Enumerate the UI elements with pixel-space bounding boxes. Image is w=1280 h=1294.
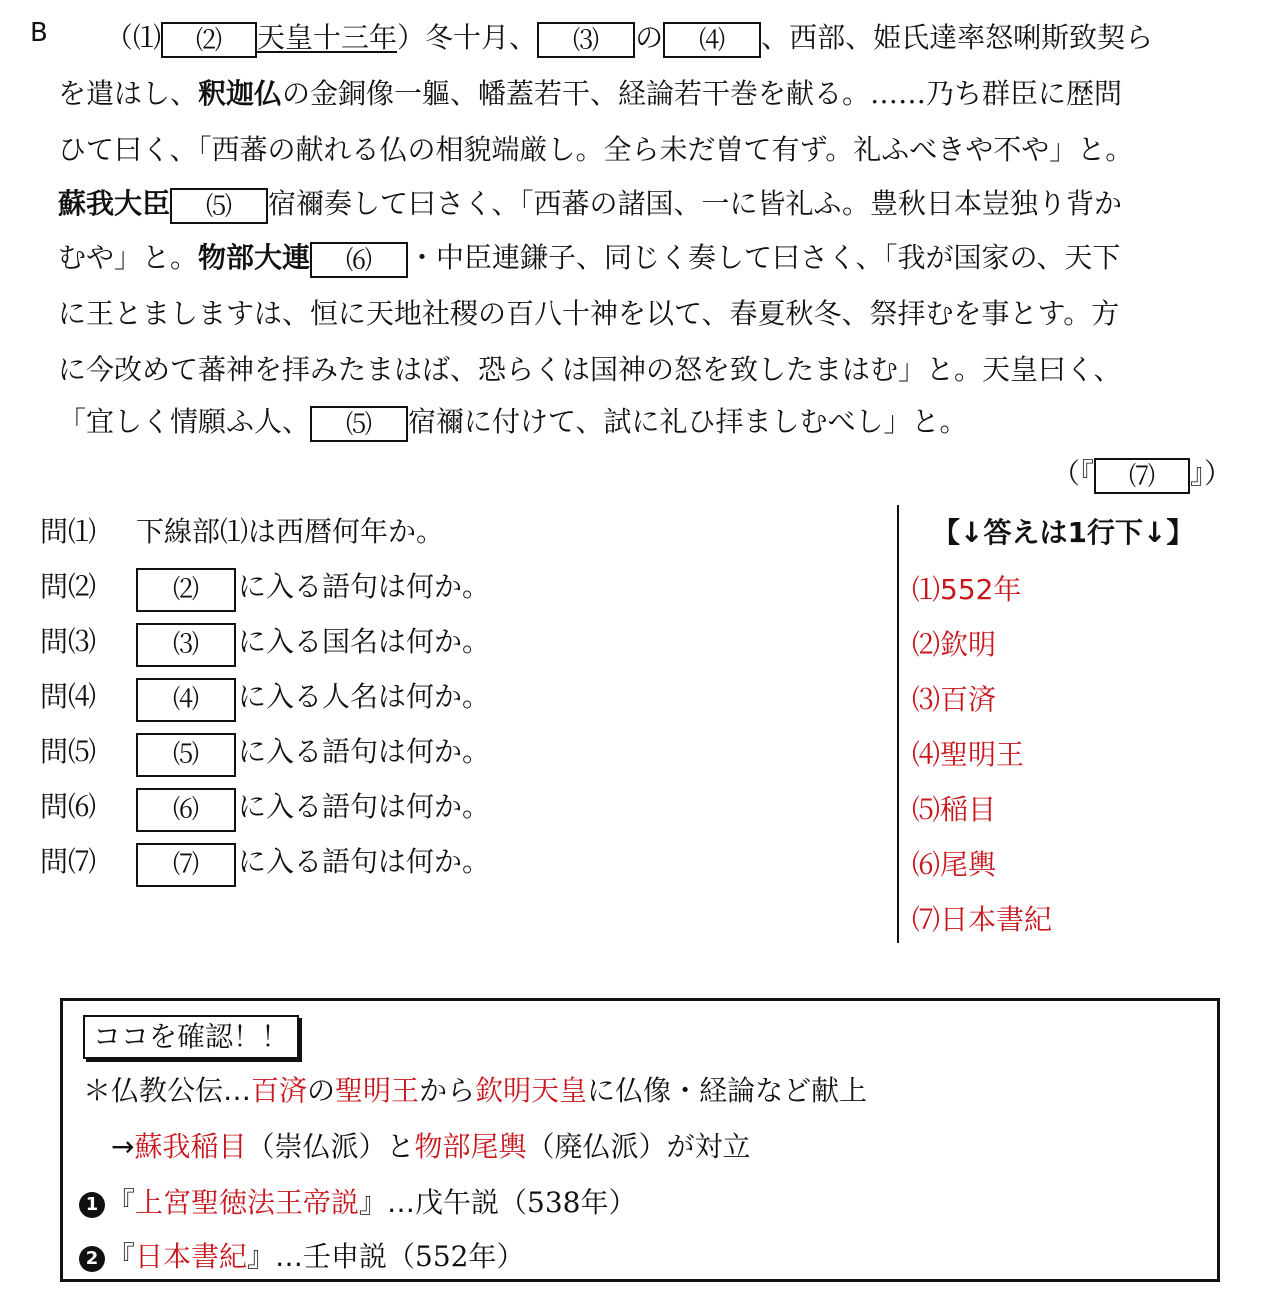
confirm-text: ＊仏教公伝… <box>83 1074 252 1107</box>
answer-item: ⑸稲目 <box>912 793 997 826</box>
question-text: に入る国名は何か。 <box>238 625 491 658</box>
bold-term: 蘇我大臣 <box>58 187 171 220</box>
question-blank-box: ⑷ <box>136 678 236 722</box>
question-blank-box: ⑸ <box>136 733 236 777</box>
answer-item: ⑹尾輿 <box>912 848 997 881</box>
confirm-title: ココを確認！！ <box>83 1015 299 1059</box>
red-term: 日本書紀 <box>135 1240 248 1273</box>
confirm-text: の <box>307 1074 336 1107</box>
blank-box-7: ⑺ <box>1094 458 1190 494</box>
red-term: 蘇我稲目 <box>134 1130 247 1163</box>
citation-open: （『 <box>1051 457 1094 490</box>
blank-box-3: ⑶ <box>537 22 635 58</box>
question-blank-box: ⑵ <box>136 568 236 612</box>
passage-line-4 <box>58 184 1122 224</box>
confirm-text: から <box>419 1074 476 1107</box>
answer-header: 【↓答えは1行下↓】 <box>932 516 1195 549</box>
confirm-text: 』…壬申説 <box>247 1240 388 1273</box>
question-text: 下線部⑴は西暦何年か。 <box>136 515 445 548</box>
question-label: 問⑸ <box>40 735 97 768</box>
question-text: に入る語句は何か。 <box>238 570 491 603</box>
passage-line-5 <box>58 238 1120 278</box>
vertical-divider <box>897 505 899 943</box>
confirm-text: （廃仏派）が対立 <box>526 1130 751 1163</box>
passage-text: むや」と。 <box>58 241 199 274</box>
answer-item: ⑶百済 <box>912 683 997 716</box>
passage-text: 宿禰に付けて、試に礼ひ拝ましむべし」と。 <box>408 405 968 438</box>
blank-box-2: ⑵ <box>161 22 257 58</box>
confirm-box <box>60 998 1220 1282</box>
question-3 <box>40 617 490 667</box>
passage-line-1 <box>105 18 1153 58</box>
red-term: 上宮聖徳法王帝説 <box>135 1186 360 1219</box>
passage-line-3: ひて曰く、「西蕃の献れる仏の相貌端厳し。全ら未だ曽て有ず。礼ふべきや不や」と。 <box>58 133 1134 166</box>
number-2-icon: 2 <box>79 1246 105 1272</box>
question-2 <box>40 562 490 612</box>
passage-section <box>0 0 1280 492</box>
question-text: に入る語句は何か。 <box>238 735 491 768</box>
passage-text: ・中臣連鎌子、同じく奏して曰さく、「我が国家の、天下 <box>408 241 1121 274</box>
question-label: 問⑴ <box>40 515 97 548</box>
red-term: 百済 <box>251 1074 308 1107</box>
answer-item: ⑷聖明王 <box>912 738 1025 771</box>
year-note: （552年） <box>387 1240 525 1273</box>
year-note: （538年） <box>499 1186 637 1219</box>
citation-close: 』） <box>1189 457 1232 490</box>
question-blank-box: ⑹ <box>136 788 236 832</box>
question-text: に入る人名は何か。 <box>238 680 491 713</box>
confirm-line-2 <box>111 1125 751 1165</box>
confirm-line-3 <box>79 1181 637 1221</box>
passage-line-8 <box>58 402 967 442</box>
answer-item: ⑵欽明 <box>912 628 997 661</box>
blank-box-4: ⑷ <box>663 22 761 58</box>
question-7 <box>40 837 490 887</box>
number-1-icon: 1 <box>79 1192 105 1218</box>
question-label: 問⑷ <box>40 680 97 713</box>
underline-marker-1: ⑴ <box>133 21 162 54</box>
blank-box-5: ⑸ <box>310 406 408 442</box>
question-text: に入る語句は何か。 <box>238 845 491 878</box>
confirm-line-1 <box>83 1069 867 1109</box>
blank-box-6: ⑹ <box>310 242 408 278</box>
red-term: 物部尾輿 <box>414 1130 527 1163</box>
bold-term: 釈迦仏 <box>198 77 283 110</box>
question-text: に入る語句は何か。 <box>238 790 491 823</box>
question-blank-box: ⑶ <box>136 623 236 667</box>
passage-text: の金銅像一軀、幡蓋若干、経論若干巻を献る。……乃ち群臣に歴問 <box>282 77 1123 110</box>
confirm-text: 『 <box>107 1186 136 1219</box>
underlined-phrase: 天皇十三年 <box>257 21 398 54</box>
confirm-text: 『 <box>107 1240 136 1273</box>
passage-text: を遣はし、 <box>58 77 199 110</box>
question-blank-box: ⑺ <box>136 843 236 887</box>
bold-term: 物部大連 <box>198 241 311 274</box>
passage-line-6: に王とましますは、恒に天地社稷の百八十神を以て、春夏秋冬、祭拝むを事とす。方 <box>58 297 1120 330</box>
red-term: 聖明王 <box>335 1074 420 1107</box>
passage-line-7: に今改めて蕃神を拝みたまはば、恐らくは国神の怒を致したまはむ」と。天皇曰く、 <box>58 353 1122 386</box>
passage-text: 、西部、姫氏達率怒唎斯致契ら <box>761 21 1154 54</box>
citation <box>1052 452 1232 494</box>
question-5 <box>40 727 490 777</box>
question-label: 問⑹ <box>40 790 97 823</box>
passage-text: ）冬十月、 <box>397 21 538 54</box>
section-label: B <box>30 18 48 48</box>
arrow-icon: → <box>111 1130 135 1163</box>
passage-text: 宿禰奏して曰さく、「西蕃の諸国、一に皆礼ふ。豊秋日本豈独り背か <box>268 187 1123 220</box>
confirm-text: （崇仏派）と <box>246 1130 415 1163</box>
confirm-text: 』…戊午説 <box>359 1186 500 1219</box>
passage-text: 「宜しく情願ふ人、 <box>58 405 311 438</box>
confirm-line-4 <box>79 1235 525 1275</box>
question-1 <box>40 507 444 557</box>
passage-text: の <box>635 21 664 54</box>
question-label: 問⑶ <box>40 625 97 658</box>
question-4 <box>40 672 490 722</box>
open-paren: （ <box>105 21 134 54</box>
passage-line-2 <box>58 74 1122 114</box>
question-label: 問⑺ <box>40 845 97 878</box>
red-term: 欽明天皇 <box>475 1074 588 1107</box>
answer-item: ⑺日本書紀 <box>912 903 1053 936</box>
question-label: 問⑵ <box>40 570 97 603</box>
answer-item: ⑴552年 <box>912 573 1022 606</box>
question-6 <box>40 782 490 832</box>
confirm-text: に仏像・経論など献上 <box>587 1074 868 1107</box>
blank-box-5: ⑸ <box>170 188 268 224</box>
